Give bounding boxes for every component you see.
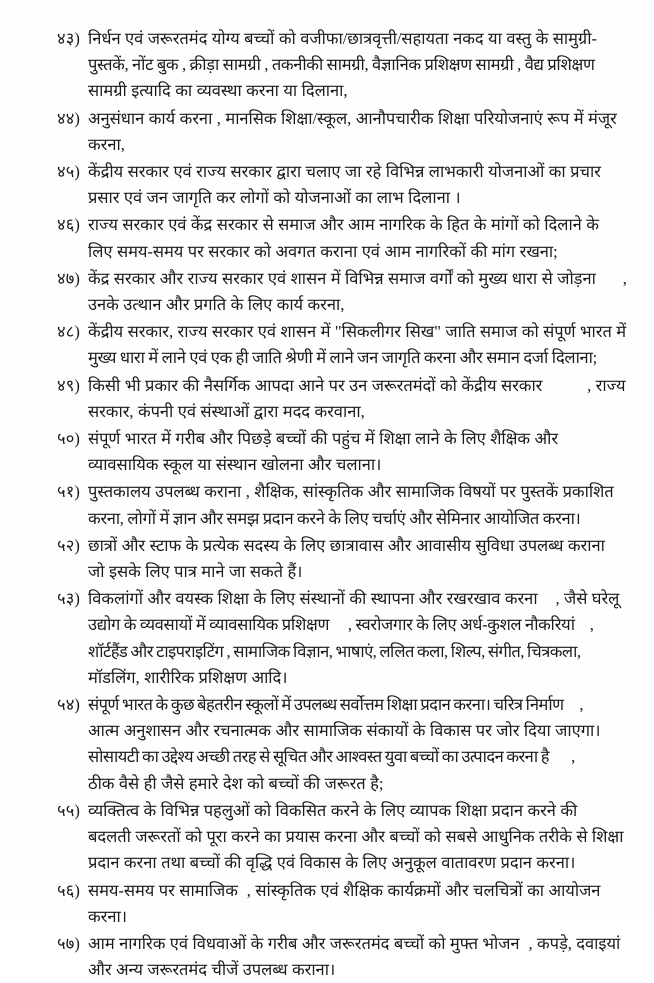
clause-line: व्यक्तित्व के विभिन्न पहलुओं को विकसित करने के लिए व्यापक शिक्षा प्रदान करने की (88, 800, 578, 820)
clause-line: केंद्र सरकार और राज्य सरकार एवं शासन में विभिन्न समाज वर्गों को मुख्य धारा से जोड़ना , (88, 268, 627, 288)
clause-line: आम नागरिक एवं विधवाओं के गरीब और जरूरतमंद बच्चों को मुफ्त भोजन , कपड़े, दवाइयां (88, 933, 621, 953)
clause-line: करना। (88, 906, 127, 926)
clause-line: मॉडलिंग, शारीरिक प्रशिक्षण आदि। (88, 667, 288, 687)
clause-line: मुख्य धारा में लाने एवं एक ही जाति श्रेणी में लाने जन जागृति करना और समान दर्जा दिलाना; (88, 348, 597, 368)
clause-text (88, 26, 638, 105)
clause-text (88, 479, 638, 531)
clause-line: अनुसंधान कार्य करना , मानसिक शिक्षा/स्कूल, आनौपचारीक शिक्षा परियोजनाएं रूप में मंजूर (88, 108, 617, 128)
clause-number: ५४) (57, 695, 80, 715)
clause-text (88, 798, 638, 877)
clause-item (36, 479, 638, 531)
clause-item (36, 878, 638, 930)
clause-line: प्रसार एवं जन जागृति कर लोगों को योजनाओं का लाभ दिलाना । (88, 188, 461, 208)
clause-number: ५१) (57, 482, 80, 502)
clause-line: करना, (88, 134, 125, 154)
clause-text (88, 266, 638, 318)
clause-item (36, 106, 638, 158)
clause-line: संपूर्ण भारत के कुछ बेहतरीन स्कूलों में उपलब्ध सर्वोत्तम शिक्षा प्रदान करना। चरित्र निर्माण , (88, 695, 583, 715)
clause-item (36, 373, 638, 425)
clause-item (36, 931, 638, 983)
clause-line: ठीक वैसे ही जैसे हमारे देश को बच्चों की जरूरत है; (88, 773, 384, 793)
clause-number: ४६) (57, 215, 80, 235)
clause-line: पुस्तकालय उपलब्ध कराना , शैक्षिक, सांस्कृतिक और सामाजिक विषयों पर पुस्तकें प्रकाशित (88, 482, 614, 502)
clause-line: जो इसके लिए पात्र माने जा सकते हैं। (88, 562, 303, 582)
clause-list (36, 26, 638, 983)
clause-line: शॉर्टहैंड और टाइपराइटिंग , सामाजिक विज्ञान, भाषाएं, ललित कला, शिल्प, संगीत, चित्रकला, (88, 641, 581, 661)
clause-text (88, 692, 638, 797)
clause-line: राज्य सरकार एवं केंद्र सरकार से समाज और आम नागरिक के हित के मांगों को दिलाने के (88, 215, 599, 235)
clause-line: आत्म अनुशासन और रचनात्मक और सामाजिक संकायों के विकास पर जोर दिया जाएगा। (88, 721, 601, 741)
clause-line: समय-समय पर सामाजिक , सांस्कृतिक एवं शैक्षिक कार्यक्रमों और चलचित्रों का आयोजन (88, 880, 601, 900)
clause-line: लिए समय-समय पर सरकार को अवगत कराना एवं आम नागरिकों की मांग रखना; (88, 241, 558, 261)
clause-number: ४३) (57, 29, 80, 48)
clause-item (36, 212, 638, 264)
clause-text (88, 159, 638, 211)
clause-number: ५७) (57, 933, 80, 953)
clause-line: सोसायटी का उद्देश्य अच्छी तरह से सूचित और आश्वस्त युवा बच्चों का उत्पादन करना है , (88, 747, 575, 767)
clause-line: सामग्री इत्यादि का व्यवस्था करना या दिलाना, (88, 81, 348, 101)
clause-number: ४९) (57, 375, 80, 395)
clause-item (36, 692, 638, 797)
clause-text (88, 931, 638, 983)
clause-line: संपूर्ण भारत में गरीब और पिछड़े बच्चों की पहुंच में शिक्षा लाने के लिए शैक्षिक और (88, 429, 559, 449)
clause-text (88, 878, 638, 930)
clause-number: ४४) (57, 108, 80, 128)
clause-line: निर्धन एवं जरूरतमंद योग्य बच्चों को वजीफा/छात्रवृत्ती/सहायता नकद या वस्तु के सामुग्री- (88, 29, 597, 48)
clause-item (36, 159, 638, 211)
clause-line: व्यावसायिक स्कूल या संस्थान खोलना और चलाना। (88, 455, 382, 475)
clause-item (36, 586, 638, 691)
clause-line: उनके उत्थान और प्रगति के लिए कार्य करना, (88, 295, 345, 315)
clause-line: और अन्य जरूरतमंद चीजें उपलब्ध कराना। (88, 960, 336, 980)
clause-item (36, 266, 638, 318)
clause-text (88, 426, 638, 478)
clause-item (36, 319, 638, 371)
clause-number: ५३) (57, 589, 80, 609)
clause-item (36, 26, 638, 105)
clause-line: पुस्तकें, नोंट बुक , क्रीड़ा सामग्री , तकनीकी सामग्री, वैज्ञानिक प्रशिक्षण सामग्री , वैद्य प्रशिक्षण (88, 55, 595, 75)
clause-line: करना, लोगों में ज्ञान और समझ प्रदान करने के लिए चर्चाएं और सेमिनार आयोजित करना। (88, 508, 581, 528)
clause-number: ४८) (57, 322, 80, 342)
clause-item (36, 798, 638, 877)
clause-item (36, 533, 638, 585)
clause-line: प्रदान करना तथा बच्चों की वृद्धि एवं विकास के लिए अनुकूल वातावरण प्रदान करना। (88, 853, 576, 873)
clause-text (88, 586, 638, 691)
clause-text (88, 533, 638, 585)
clause-number: ४७) (57, 268, 80, 288)
clause-line: उद्योग के व्यवसायों में व्यावसायिक प्रशिक्षण , स्वरोजगार के लिए अर्ध-कुशल नौकरियां , (88, 615, 594, 635)
clause-number: ४५) (57, 162, 80, 182)
clause-line: बदलती जरूरतों को पूरा करने का प्रयास करना और बच्चों को सबसे आधुनिक तरीके से शिक्षा (88, 827, 624, 847)
clause-line: सरकार, कंपनी एवं संस्थाओं द्वारा मदद करवाना, (88, 401, 365, 421)
clause-number: ५०) (57, 429, 80, 449)
clause-line: विकलांगों और वयस्क शिक्षा के लिए संस्थानों की स्थापना और रखरखाव करना , जैसे घरेलू (88, 589, 620, 609)
clause-text (88, 373, 638, 425)
clause-line: छात्रों और स्टाफ के प्रत्येक सदस्य के लिए छात्रावास और आवासीय सुविधा उपलब्ध कराना (88, 535, 605, 555)
clause-number: ५६) (57, 880, 80, 900)
clause-text (88, 319, 638, 371)
clause-text (88, 106, 638, 158)
clause-line: किसी भी प्रकार की नैसर्गिक आपदा आने पर उन जरूरतमंदों को केंद्रीय सरकार , राज्य (88, 375, 626, 395)
clause-line: केंद्रीय सरकार, राज्य सरकार एवं शासन में "सिकलीगर सिख" जाति समाज को संपूर्ण भारत में (88, 322, 627, 342)
clause-text (88, 212, 638, 264)
clause-number: ५२) (57, 535, 80, 555)
clause-line: केंद्रीय सरकार एवं राज्य सरकार द्वारा चलाए जा रहे विभिन्न लाभकारी योजनाओं का प्रचार (88, 162, 601, 182)
clause-number: ५५) (57, 800, 80, 820)
clause-item (36, 426, 638, 478)
